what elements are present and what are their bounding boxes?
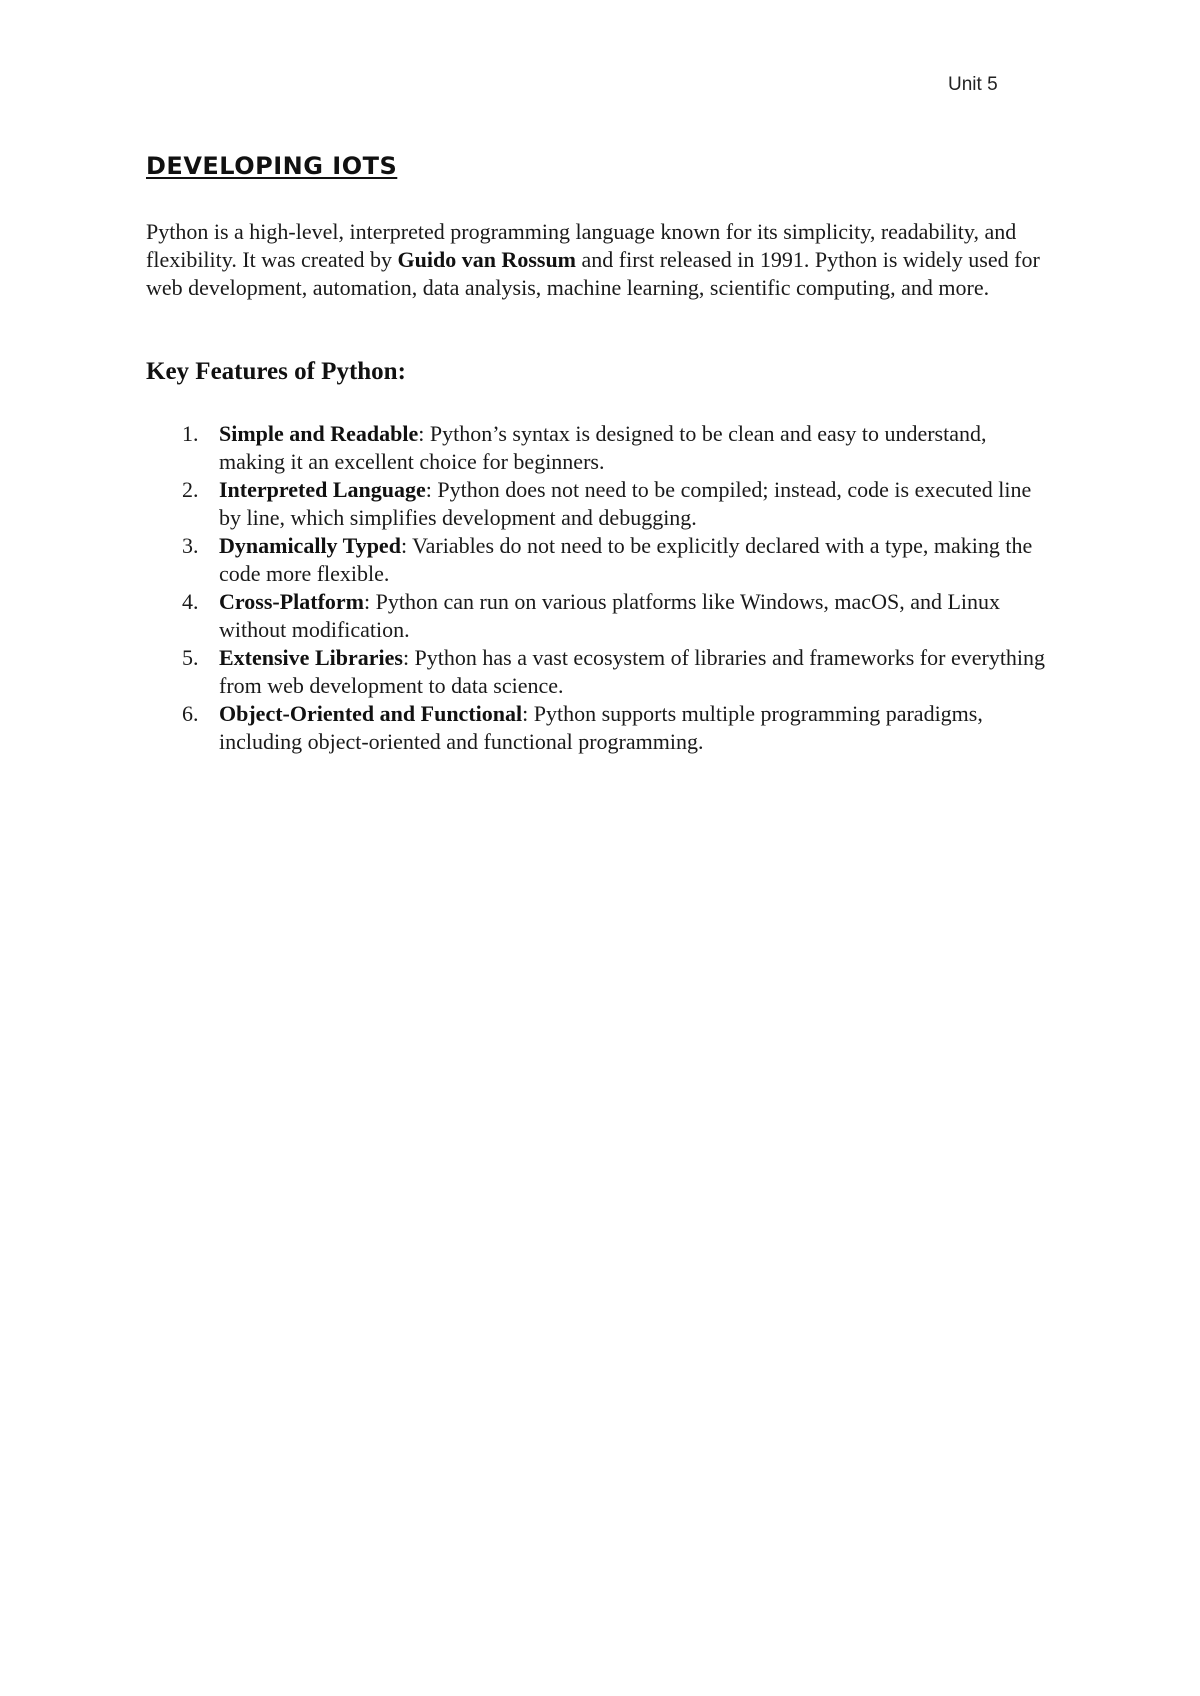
feature-term: Object-Oriented and Functional [219,701,523,726]
feature-term: Interpreted Language [219,477,426,502]
feature-description: : Python has a vast ecosystem of libraries and frameworks for everything from web development to data science. [219,645,1046,698]
feature-item [146,532,1046,588]
feature-item [146,700,1046,756]
feature-number: 4. [182,589,199,614]
intro-text-after: and first released in 1991. Python is widely used for web development, automation, data analysis, machine learning, scientific computing, and more. [146,247,1040,300]
creator-name: Guido van Rossum [397,247,577,272]
feature-number: 2. [182,477,199,502]
feature-description: : Python supports multiple programming paradigms, including object-oriented and functional programming. [219,701,983,754]
feature-description: : Python does not need to be compiled; instead, code is executed line by line, which simplifies development and debugging. [219,477,1032,530]
feature-item [146,644,1046,700]
feature-number: 3. [182,533,199,558]
document-title: DEVELOPING IOTS [146,152,398,180]
feature-list [146,420,1046,756]
unit-label: Unit 5 [948,74,998,95]
intro-text-before: Python is a high-level, interpreted programming language known for its simplicity, readability, and flexibility. It was created by [146,219,1017,272]
feature-term: Dynamically Typed [219,533,401,558]
feature-term: Extensive Libraries [219,645,403,670]
feature-description: : Python can run on various platforms like Windows, macOS, and Linux without modification. [219,589,1001,642]
feature-term: Cross-Platform [219,589,364,614]
feature-term: Simple and Readable [219,421,419,446]
feature-item [146,476,1046,532]
intro-paragraph [146,218,1046,302]
feature-number: 5. [182,645,199,670]
feature-description: : Variables do not need to be explicitly declared with a type, making the code more flexible. [219,533,1033,586]
feature-item [146,420,1046,476]
feature-number: 1. [182,421,199,446]
section-heading: Key Features of Python: [146,358,406,385]
feature-number: 6. [182,701,199,726]
feature-description: : Python’s syntax is designed to be clean and easy to understand, making it an excellent choice for beginners. [219,421,987,474]
feature-item [146,588,1046,644]
